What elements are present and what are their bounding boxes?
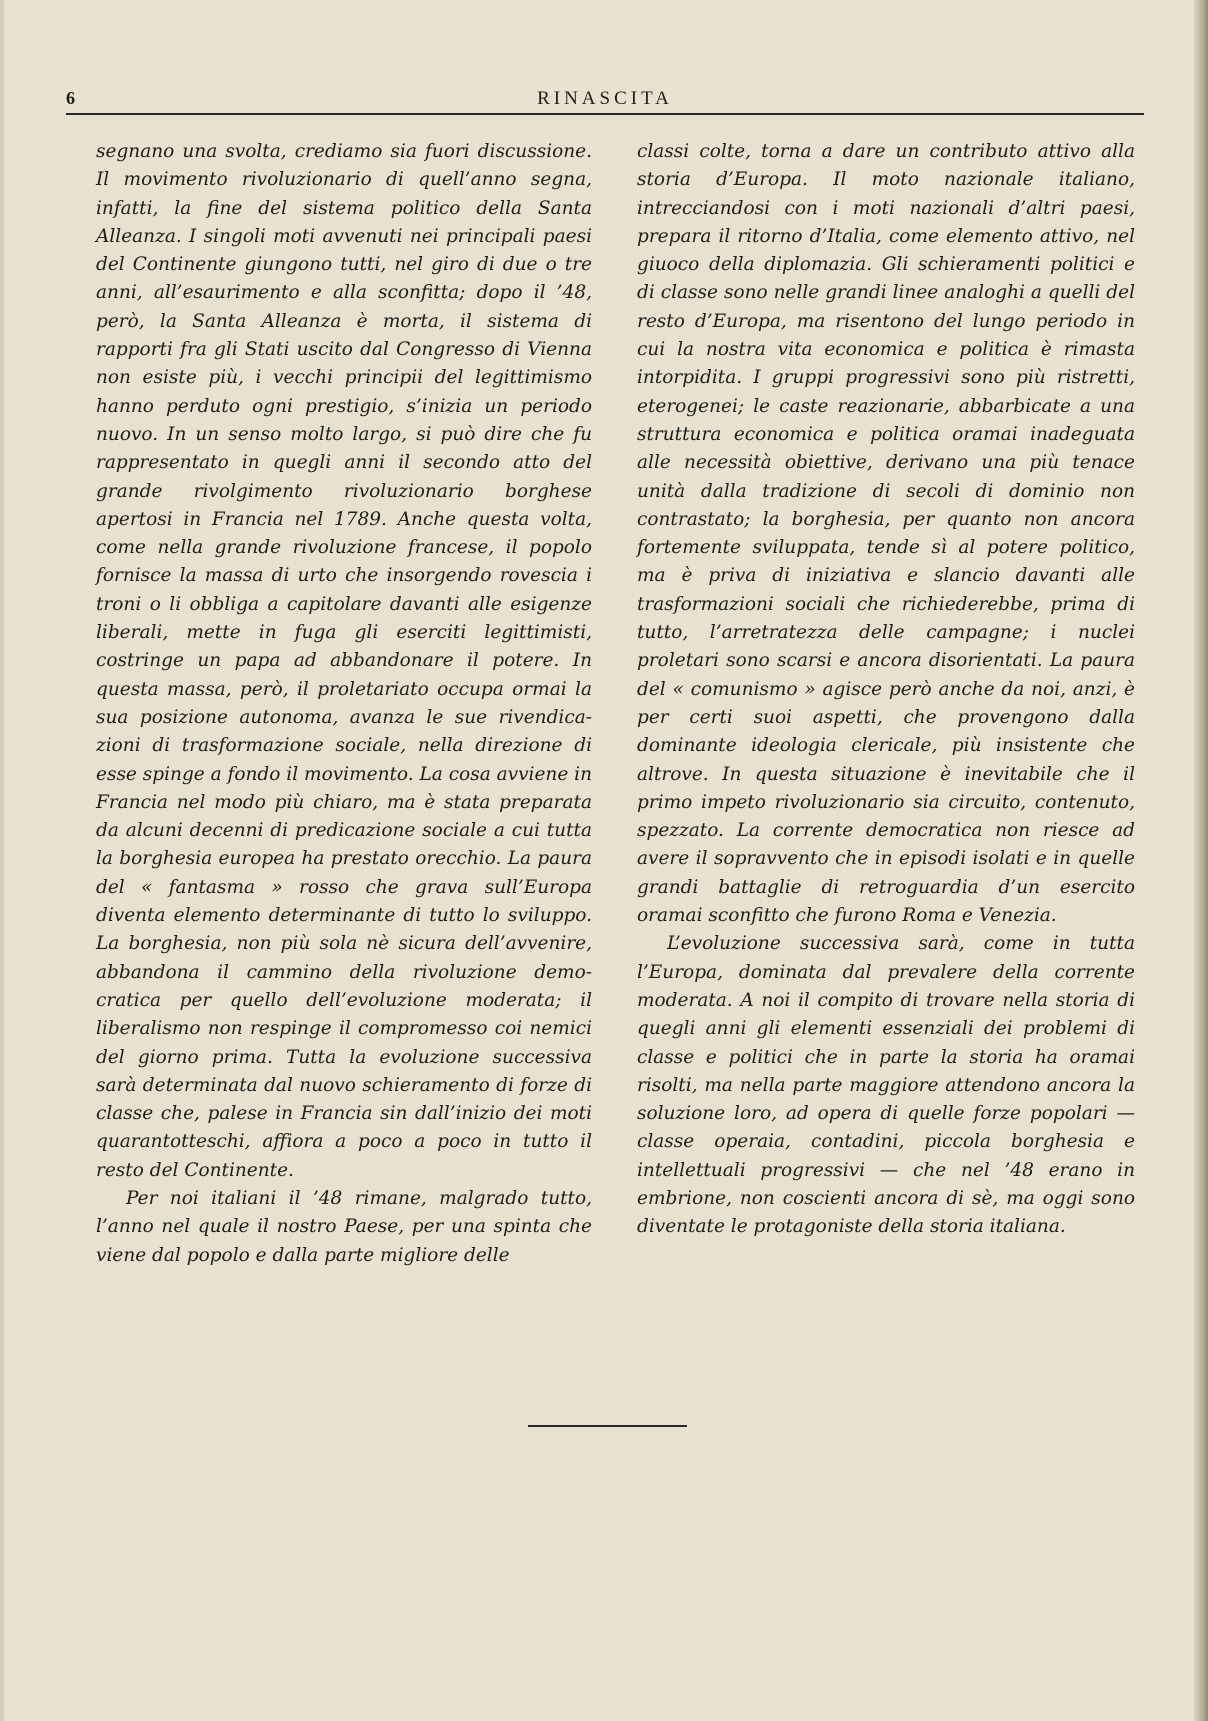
page-header bbox=[66, 82, 1144, 114]
running-title: RINASCITA bbox=[537, 88, 673, 109]
header-rule bbox=[66, 113, 1144, 115]
left-paragraph-2: Per noi italiani il ’48 rimane, malgrado tutto, l’anno nel quale il nostro Paese, per una spinta che viene dal popolo e dalla parte migliore delle bbox=[96, 1187, 592, 1266]
right-paragraph-1: classi colte, torna a dare un contributo attivo alla storia d’Europa. Il moto nazionale italiano, intrecciandosi con i moti nazionali d’altri paesi, prepara il ritorno d’Italia, come elemento attivo, nel giuoco della diplomazia. Gli schieramenti politici e di classe sono nelle grandi linee analoghi a quelli del resto d’Europa, ma risentono del lungo periodo in cui la nostra vita economica e politica è rimasta intorpidita. I gruppi progressivi sono più ristretti, eterogenei; le caste reazionarie, abbarbicate a una struttura economica e politica oramai inadeguata alle necessità obiettive, derivano una più tenace unità dalla tradizione di secoli di dominio non contrastato; la borghesia, per quanto non ancora fortemente sviluppata, tende sì al potere politico, ma è priva di iniziativa e slancio davanti alle trasformazioni sociali che richiederebbe, prima di tutto, l’arretratezza delle campagne; i nuclei proletari sono scarsi e ancora disorientati. La paura del « comunismo » agisce però anche da noi, anzi, è per certi suoi aspetti, che provengono dalla dominante ideologia clericale, più insistente che altrove. In questa situazione è inevitabile che il primo impeto rivoluzionario sia circuito, contenuto, spezzato. La corrente democratica non riesce ad avere il sopravvento che in episodi isolati e in quelle grandi battaglie di retroguardia d’un esercito oramai sconfitto che furono Roma e Venezia. bbox=[637, 141, 1135, 927]
article-end-rule bbox=[528, 1425, 687, 1427]
page-left-edge bbox=[0, 0, 4, 1721]
left-paragraph-1: segnano una svolta, crediamo sia fuori discussione. Il movimento rivoluzionario di quell’anno segna, infatti, la fine del sistema politico della Santa Alleanza. I singoli moti avvenuti nei principali paesi del Continente giungono tutti, nel giro di due o tre anni, all’esaurimento e alla sconfitta; dopo il ’48, però, la Santa Alleanza è morta, il sistema di rapporti fra gli Stati uscito dal Congresso di Vienna non esiste più, i vecchi principii del legittimismo hanno perduto ogni prestigio, s’inizia un periodo nuovo. In un senso molto largo, si può dire che fu rappresentato in quegli anni il secondo atto del grande rivolgimento rivoluzionario borghese apertosi in Francia nel 1789. Anche questa volta, come nella grande rivoluzione francese, il popolo fornisce la massa di urto che insorgendo rovescia i troni o li obbliga a capitolare davanti alle esigenze liberali, mette in fuga gli eserciti legittimisti, costringe un papa ad abbandonare il potere. In questa massa, però, il proletariato occupa ormai la sua posizione autonoma, avanza le sue rivendicazioni di trasformazione sociale, nella direzione di esse spinge a fondo il movimento. La cosa avviene in Francia nel modo più chiaro, ma è stata preparata da alcuni decenni di predicazione sociale a cui tutta la borghesia europea ha prestato orecchio. La paura del « fantasma » rosso che grava sull’Europa diventa elemento determinante di tutto lo sviluppo. La borghesia, non più sola nè sicura dell’avvenire, abbandona il cammino della rivoluzione democratica per quello dell’evoluzione moderata; il liberalismo non respinge il compromesso coi nemici del giorno prima. Tutta la evoluzione successiva sarà determinata dal nuovo schieramento di forze di classe che, palese in Francia sin dall’inizio dei moti quarantotteschi, affiora a poco a poco in tutto il resto del Continente. bbox=[96, 141, 592, 1181]
page-number: 6 bbox=[66, 88, 76, 108]
right-column bbox=[637, 138, 1135, 1242]
page-binding-edge bbox=[1194, 0, 1208, 1721]
right-paragraph-2: L’evoluzione successiva sarà, come in tutta l’Europa, dominata dal prevalere della corrente moderata. A noi il compito di trovare nella storia di quegli anni gli elementi essenziali dei problemi di classe e politici che in parte la storia ha oramai risolti, ma nella parte maggiore attendono ancora la soluzione loro, ad opera di quelle forze popolari — classe operaia, contadini, piccola borghesia e intellettuali progressivi — che nel ’48 erano in embrione, non coscienti ancora di sè, ma oggi sono diventate le protagoniste della storia italiana. bbox=[637, 933, 1135, 1238]
left-column bbox=[96, 138, 592, 1270]
